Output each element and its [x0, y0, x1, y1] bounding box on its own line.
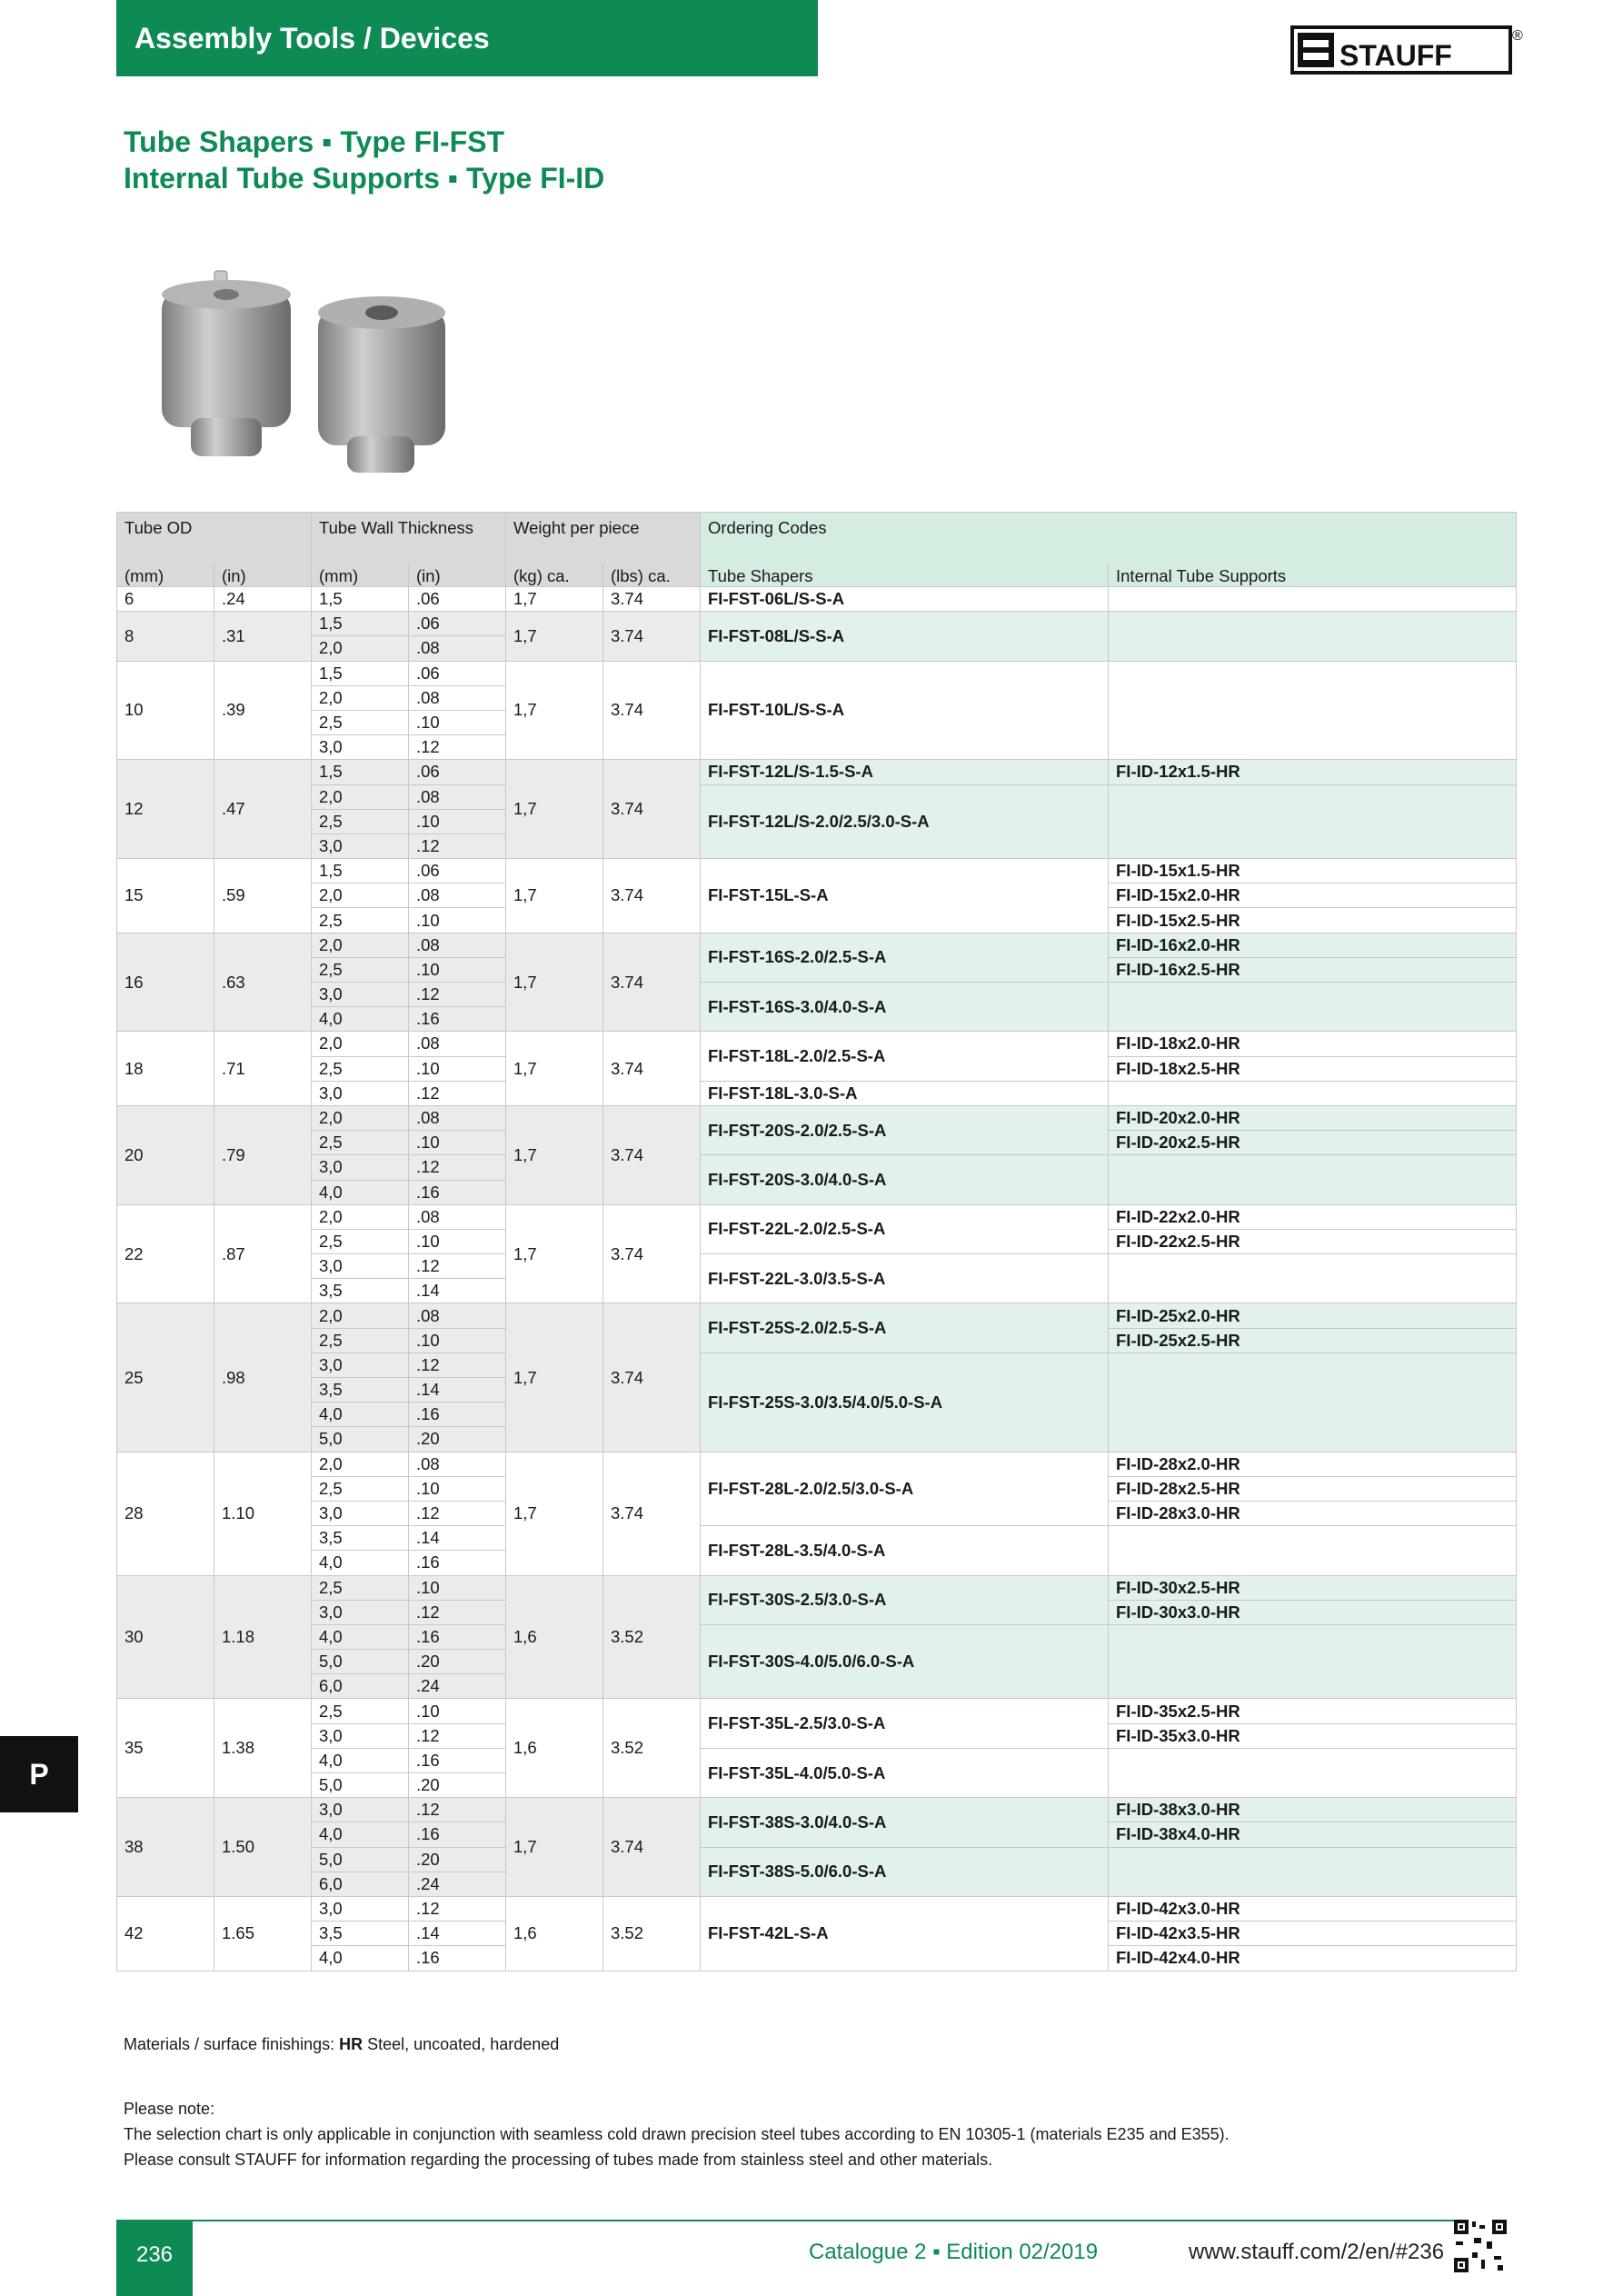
internal-support-code: FI-ID-25x2.5-HR — [1109, 1328, 1517, 1353]
subheader-wall-in: (in) — [409, 564, 506, 587]
weight-lbs: 3.74 — [603, 1204, 701, 1303]
wall-thickness-mm: 2,0 — [312, 883, 409, 908]
wall-thickness-mm: 1,5 — [312, 859, 409, 883]
wall-thickness-mm: 3,0 — [312, 1798, 409, 1822]
tube-od-mm: 42 — [117, 1896, 214, 1971]
wall-thickness-in: .24 — [409, 1674, 506, 1699]
footer-divider — [116, 2220, 1507, 2221]
wall-thickness-mm: 3,0 — [312, 1600, 409, 1624]
wall-thickness-mm: 3,0 — [312, 834, 409, 858]
table-row — [117, 933, 1517, 957]
tube-shaper-code: FI-FST-12L/S-2.0/2.5/3.0-S-A — [701, 784, 1109, 859]
weight-kg: 1,7 — [506, 859, 603, 933]
tube-shaper-code: FI-FST-20S-2.0/2.5-S-A — [701, 1105, 1109, 1154]
table-row — [117, 1155, 1517, 1180]
wall-thickness-in: .10 — [409, 1699, 506, 1723]
wall-thickness-mm: 3,0 — [312, 1081, 409, 1105]
wall-thickness-mm: 2,0 — [312, 784, 409, 809]
wall-thickness-in: .08 — [409, 1204, 506, 1229]
weight-kg: 1,7 — [506, 760, 603, 859]
wall-thickness-mm: 3,5 — [312, 1378, 409, 1403]
wall-thickness-in: .12 — [409, 1896, 506, 1921]
stauff-logo — [1290, 24, 1525, 80]
wall-thickness-in: .16 — [409, 1946, 506, 1971]
internal-support-code — [1109, 1624, 1517, 1699]
wall-thickness-mm: 3,0 — [312, 1501, 409, 1525]
tube-od-in: .24 — [214, 587, 312, 612]
wall-thickness-in: .06 — [409, 760, 506, 784]
wall-thickness-mm: 2,0 — [312, 1105, 409, 1130]
wall-thickness-mm: 1,5 — [312, 760, 409, 784]
weight-kg: 1,6 — [506, 1896, 603, 1971]
weight-kg: 1,7 — [506, 1798, 603, 1897]
tube-shaper-code: FI-FST-28L-3.5/4.0-S-A — [701, 1526, 1109, 1575]
tube-od-mm: 25 — [117, 1303, 214, 1452]
section-title: Assembly Tools / Devices — [134, 22, 490, 55]
weight-kg: 1,7 — [506, 1032, 603, 1106]
tube-od-in: .63 — [214, 933, 312, 1032]
wall-thickness-in: .06 — [409, 859, 506, 883]
wall-thickness-mm: 2,5 — [312, 1056, 409, 1081]
weight-kg: 1,6 — [506, 1699, 603, 1798]
wall-thickness-mm: 2,0 — [312, 1303, 409, 1328]
materials-text: Steel, uncoated, hardened — [363, 2035, 560, 2053]
wall-thickness-in: .08 — [409, 1105, 506, 1130]
table-row — [117, 1748, 1517, 1772]
weight-kg: 1,7 — [506, 933, 603, 1032]
internal-support-code: FI-ID-28x3.0-HR — [1109, 1501, 1517, 1525]
table-row — [117, 1303, 1517, 1328]
weight-kg: 1,6 — [506, 1575, 603, 1699]
tube-shaper-code: FI-FST-16S-3.0/4.0-S-A — [701, 983, 1109, 1032]
weight-lbs: 3.52 — [603, 1699, 701, 1798]
table-row — [117, 612, 1517, 636]
wall-thickness-in: .20 — [409, 1650, 506, 1674]
tube-od-in: 1.50 — [214, 1798, 312, 1897]
weight-lbs: 3.52 — [603, 1575, 701, 1699]
tube-od-in: 1.10 — [214, 1452, 312, 1575]
header-wall-thickness: Tube Wall Thickness — [312, 513, 506, 564]
wall-thickness-in: .14 — [409, 1378, 506, 1403]
wall-thickness-mm: 3,0 — [312, 1896, 409, 1921]
wall-thickness-in: .12 — [409, 983, 506, 1007]
wall-thickness-mm: 4,0 — [312, 1624, 409, 1649]
internal-support-code: FI-ID-30x3.0-HR — [1109, 1600, 1517, 1624]
wall-thickness-in: .20 — [409, 1427, 506, 1452]
tube-shaper-code: FI-FST-25S-3.0/3.5/4.0/5.0-S-A — [701, 1353, 1109, 1452]
materials-prefix: Materials / surface finishings: — [124, 2035, 340, 2053]
tube-od-mm: 8 — [117, 612, 214, 661]
table-row — [117, 1353, 1517, 1377]
wall-thickness-mm: 4,0 — [312, 1946, 409, 1971]
wall-thickness-in: .08 — [409, 636, 506, 661]
internal-support-code: FI-ID-25x2.0-HR — [1109, 1303, 1517, 1328]
wall-thickness-mm: 3,0 — [312, 1254, 409, 1279]
wall-thickness-in: .12 — [409, 735, 506, 760]
wall-thickness-mm: 2,0 — [312, 685, 409, 710]
subheader-wall-mm: (mm) — [312, 564, 409, 587]
catalogue-edition: Catalogue 2 ▪ Edition 02/2019 — [809, 2240, 1099, 2264]
tube-shaper-code: FI-FST-35L-4.0/5.0-S-A — [701, 1748, 1109, 1797]
title-tube-shapers: Tube Shapers ▪ Type FI-FST — [124, 125, 505, 158]
wall-thickness-in: .16 — [409, 1551, 506, 1575]
subheader-lbs: (lbs) ca. — [603, 564, 701, 587]
internal-support-code — [1109, 1155, 1517, 1204]
subheader-tube-shapers: Tube Shapers — [701, 564, 1109, 587]
table-row — [117, 1452, 1517, 1476]
wall-thickness-mm: 5,0 — [312, 1650, 409, 1674]
wall-thickness-in: .16 — [409, 1180, 506, 1204]
internal-support-code: FI-ID-42x4.0-HR — [1109, 1946, 1517, 1971]
wall-thickness-mm: 2,5 — [312, 957, 409, 982]
wall-thickness-mm: 2,5 — [312, 1575, 409, 1600]
weight-lbs: 3.74 — [603, 933, 701, 1032]
tube-shaper-code: FI-FST-28L-2.0/2.5/3.0-S-A — [701, 1452, 1109, 1526]
wall-thickness-mm: 2,5 — [312, 710, 409, 734]
table-row — [117, 1032, 1517, 1056]
wall-thickness-mm: 2,5 — [312, 1229, 409, 1253]
internal-support-code: FI-ID-38x3.0-HR — [1109, 1798, 1517, 1822]
table-row — [117, 661, 1517, 685]
wall-thickness-in: .16 — [409, 1624, 506, 1649]
internal-support-code — [1109, 661, 1517, 760]
table-row — [117, 1624, 1517, 1649]
subheader-kg: (kg) ca. — [506, 564, 603, 587]
internal-support-code: FI-ID-15x2.0-HR — [1109, 883, 1517, 908]
weight-lbs: 3.74 — [603, 661, 701, 760]
wall-thickness-in: .10 — [409, 908, 506, 933]
materials-note — [124, 2031, 559, 2057]
table-row — [117, 983, 1517, 1007]
wall-thickness-mm: 4,0 — [312, 1551, 409, 1575]
tube-od-in: .47 — [214, 760, 312, 859]
weight-kg: 1,7 — [506, 1105, 603, 1204]
internal-support-code: FI-ID-35x2.5-HR — [1109, 1699, 1517, 1723]
wall-thickness-mm: 5,0 — [312, 1847, 409, 1872]
table-row — [117, 1526, 1517, 1551]
weight-kg: 1,7 — [506, 661, 603, 760]
tube-od-mm: 15 — [117, 859, 214, 933]
wall-thickness-in: .06 — [409, 612, 506, 636]
tube-shaper-code: FI-FST-38S-3.0/4.0-S-A — [701, 1798, 1109, 1847]
weight-lbs: 3.74 — [603, 1303, 701, 1452]
tube-od-mm: 18 — [117, 1032, 214, 1106]
internal-support-code: FI-ID-42x3.5-HR — [1109, 1922, 1517, 1946]
wall-thickness-mm: 3,0 — [312, 1353, 409, 1377]
table-body — [117, 587, 1517, 1972]
header-ordering-codes: Ordering Codes — [701, 513, 1517, 564]
internal-support-code — [1109, 587, 1517, 612]
title-internal-supports: Internal Tube Supports ▪ Type FI-ID — [124, 162, 605, 195]
tube-od-in: .98 — [214, 1303, 312, 1452]
tube-shaper-code: FI-FST-10L/S-S-A — [701, 661, 1109, 760]
wall-thickness-in: .08 — [409, 685, 506, 710]
wall-thickness-in: .10 — [409, 1328, 506, 1353]
weight-kg: 1,7 — [506, 612, 603, 661]
table-row — [117, 1798, 1517, 1822]
wall-thickness-in: .10 — [409, 1476, 506, 1501]
wall-thickness-in: .16 — [409, 1007, 506, 1032]
registered-mark: ® — [1512, 28, 1523, 44]
internal-support-code — [1109, 1254, 1517, 1303]
wall-thickness-in: .20 — [409, 1773, 506, 1798]
internal-support-code — [1109, 612, 1517, 661]
wall-thickness-in: .10 — [409, 1056, 506, 1081]
wall-thickness-mm: 4,0 — [312, 1748, 409, 1772]
wall-thickness-in: .12 — [409, 1353, 506, 1377]
wall-thickness-in: .12 — [409, 1798, 506, 1822]
wall-thickness-in: .12 — [409, 1723, 506, 1748]
wall-thickness-in: .08 — [409, 1032, 506, 1056]
tube-shaper-code: FI-FST-42L-S-A — [701, 1896, 1109, 1971]
internal-support-code: FI-ID-42x3.0-HR — [1109, 1896, 1517, 1921]
internal-support-code: FI-ID-16x2.0-HR — [1109, 933, 1517, 957]
tube-od-in: .59 — [214, 859, 312, 933]
weight-kg: 1,7 — [506, 587, 603, 612]
wall-thickness-mm: 2,0 — [312, 1204, 409, 1229]
internal-support-code: FI-ID-22x2.0-HR — [1109, 1204, 1517, 1229]
tube-shaper-code: FI-FST-16S-2.0/2.5-S-A — [701, 933, 1109, 982]
subheader-od-mm: (mm) — [117, 564, 214, 587]
table-row — [117, 784, 1517, 809]
wall-thickness-in: .12 — [409, 1254, 506, 1279]
internal-support-code — [1109, 1748, 1517, 1797]
wall-thickness-in: .16 — [409, 1748, 506, 1772]
internal-support-code: FI-ID-18x2.5-HR — [1109, 1056, 1517, 1081]
wall-thickness-mm: 1,5 — [312, 661, 409, 685]
wall-thickness-mm: 3,0 — [312, 1723, 409, 1748]
wall-thickness-mm: 1,5 — [312, 612, 409, 636]
section-header — [116, 0, 818, 76]
footer-url[interactable]: www.stauff.com/2/en/#236 — [1189, 2240, 1445, 2264]
wall-thickness-in: .24 — [409, 1872, 506, 1896]
wall-thickness-in: .14 — [409, 1922, 506, 1946]
wall-thickness-mm: 3,0 — [312, 1155, 409, 1180]
tube-od-in: .79 — [214, 1105, 312, 1204]
tube-od-mm: 22 — [117, 1204, 214, 1303]
wall-thickness-mm: 2,0 — [312, 636, 409, 661]
internal-support-code — [1109, 1353, 1517, 1452]
wall-thickness-mm: 3,0 — [312, 983, 409, 1007]
materials-code: HR — [339, 2035, 363, 2053]
weight-kg: 1,7 — [506, 1204, 603, 1303]
table-row — [117, 1081, 1517, 1105]
wall-thickness-mm: 6,0 — [312, 1674, 409, 1699]
table-row — [117, 1699, 1517, 1723]
weight-lbs: 3.74 — [603, 587, 701, 612]
product-photo — [154, 264, 454, 482]
weight-lbs: 3.74 — [603, 1798, 701, 1897]
tube-od-mm: 28 — [117, 1452, 214, 1575]
internal-support-code — [1109, 1847, 1517, 1896]
tube-shaper-code: FI-FST-22L-2.0/2.5-S-A — [701, 1204, 1109, 1253]
wall-thickness-mm: 2,5 — [312, 1328, 409, 1353]
internal-support-code: FI-ID-22x2.5-HR — [1109, 1229, 1517, 1253]
internal-support-code — [1109, 784, 1517, 859]
internal-support-code: FI-ID-28x2.0-HR — [1109, 1452, 1517, 1476]
tube-shaper-code: FI-FST-08L/S-S-A — [701, 612, 1109, 661]
wall-thickness-in: .08 — [409, 933, 506, 957]
wall-thickness-in: .10 — [409, 1575, 506, 1600]
internal-support-code: FI-ID-20x2.0-HR — [1109, 1105, 1517, 1130]
tube-shaper-code: FI-FST-20S-3.0/4.0-S-A — [701, 1155, 1109, 1204]
wall-thickness-mm: 3,0 — [312, 735, 409, 760]
tube-od-in: 1.38 — [214, 1699, 312, 1798]
tube-od-in: .71 — [214, 1032, 312, 1106]
wall-thickness-mm: 2,0 — [312, 933, 409, 957]
table-row — [117, 1204, 1517, 1229]
subheader-od-in: (in) — [214, 564, 312, 587]
weight-lbs: 3.74 — [603, 1105, 701, 1204]
weight-lbs: 3.74 — [603, 612, 701, 661]
wall-thickness-mm: 1,5 — [312, 587, 409, 612]
tube-od-mm: 12 — [117, 760, 214, 859]
tube-shaper-code: FI-FST-06L/S-S-A — [701, 587, 1109, 612]
wall-thickness-mm: 2,5 — [312, 1131, 409, 1155]
tube-shaper-code: FI-FST-12L/S-1.5-S-A — [701, 760, 1109, 784]
wall-thickness-mm: 2,0 — [312, 1032, 409, 1056]
internal-support-code — [1109, 1081, 1517, 1105]
tube-shaper-code: FI-FST-30S-2.5/3.0-S-A — [701, 1575, 1109, 1624]
wall-thickness-in: .10 — [409, 710, 506, 734]
table-row — [117, 1847, 1517, 1872]
wall-thickness-in: .08 — [409, 784, 506, 809]
please-note-heading: Please note: — [124, 2100, 215, 2118]
internal-support-code: FI-ID-15x1.5-HR — [1109, 859, 1517, 883]
tube-od-in: 1.65 — [214, 1896, 312, 1971]
internal-support-code — [1109, 983, 1517, 1032]
subheader-internal-supports: Internal Tube Supports — [1109, 564, 1517, 587]
wall-thickness-mm: 4,0 — [312, 1007, 409, 1032]
wall-thickness-in: .10 — [409, 1229, 506, 1253]
tube-od-in: 1.18 — [214, 1575, 312, 1699]
internal-support-code: FI-ID-35x3.0-HR — [1109, 1723, 1517, 1748]
tube-od-mm: 35 — [117, 1699, 214, 1798]
wall-thickness-in: .16 — [409, 1822, 506, 1847]
weight-lbs: 3.74 — [603, 760, 701, 859]
header-tube-od: Tube OD — [117, 513, 312, 564]
wall-thickness-mm: 3,5 — [312, 1279, 409, 1303]
wall-thickness-mm: 5,0 — [312, 1427, 409, 1452]
table-row — [117, 1896, 1517, 1921]
tube-od-in: .87 — [214, 1204, 312, 1303]
wall-thickness-mm: 4,0 — [312, 1403, 409, 1427]
wall-thickness-mm: 2,5 — [312, 1699, 409, 1723]
tube-od-mm: 30 — [117, 1575, 214, 1699]
wall-thickness-in: .12 — [409, 1600, 506, 1624]
wall-thickness-in: .06 — [409, 587, 506, 612]
tube-shaper-code: FI-FST-25S-2.0/2.5-S-A — [701, 1303, 1109, 1353]
page-number: 236 — [116, 2220, 193, 2296]
tube-od-in: .31 — [214, 612, 312, 661]
table-row — [117, 1105, 1517, 1130]
weight-lbs: 3.74 — [603, 859, 701, 933]
selection-table — [116, 512, 1517, 1972]
wall-thickness-mm: 2,5 — [312, 908, 409, 933]
wall-thickness-mm: 6,0 — [312, 1872, 409, 1896]
internal-support-code: FI-ID-38x4.0-HR — [1109, 1822, 1517, 1847]
wall-thickness-in: .20 — [409, 1847, 506, 1872]
tube-od-mm: 16 — [117, 933, 214, 1032]
wall-thickness-in: .12 — [409, 834, 506, 858]
wall-thickness-mm: 2,5 — [312, 809, 409, 834]
table-row — [117, 859, 1517, 883]
header-weight: Weight per piece — [506, 513, 701, 564]
note-line-1: The selection chart is only applicable in conjunction with seamless cold drawn precision steel tubes according to EN 10305-1 (materials E235 and E355). — [124, 2125, 1230, 2143]
tube-shaper-code: FI-FST-38S-5.0/6.0-S-A — [701, 1847, 1109, 1896]
wall-thickness-in: .08 — [409, 1303, 506, 1328]
table-row — [117, 760, 1517, 784]
tube-od-mm: 38 — [117, 1798, 214, 1897]
tube-od-in: .39 — [214, 661, 312, 760]
tube-shaper-code: FI-FST-30S-4.0/5.0/6.0-S-A — [701, 1624, 1109, 1699]
wall-thickness-in: .12 — [409, 1155, 506, 1180]
tube-shaper-code: FI-FST-18L-3.0-S-A — [701, 1081, 1109, 1105]
tube-shaper-code: FI-FST-18L-2.0/2.5-S-A — [701, 1032, 1109, 1081]
wall-thickness-in: .06 — [409, 661, 506, 685]
internal-support-code: FI-ID-20x2.5-HR — [1109, 1131, 1517, 1155]
internal-support-code: FI-ID-12x1.5-HR — [1109, 760, 1517, 784]
wall-thickness-mm: 4,0 — [312, 1180, 409, 1204]
wall-thickness-in: .08 — [409, 1452, 506, 1476]
wall-thickness-in: .14 — [409, 1279, 506, 1303]
wall-thickness-in: .10 — [409, 1131, 506, 1155]
section-tab-p[interactable]: P — [0, 1736, 78, 1812]
table-row — [117, 1575, 1517, 1600]
note-line-2: Please consult STAUFF for information regarding the processing of tubes made from stainless steel and other materials. — [124, 2151, 993, 2169]
wall-thickness-in: .12 — [409, 1501, 506, 1525]
wall-thickness-in: .08 — [409, 883, 506, 908]
weight-kg: 1,7 — [506, 1303, 603, 1452]
wall-thickness-in: .10 — [409, 957, 506, 982]
weight-kg: 1,7 — [506, 1452, 603, 1575]
table-row — [117, 587, 1517, 612]
wall-thickness-in: .12 — [409, 1081, 506, 1105]
wall-thickness-mm: 3,5 — [312, 1922, 409, 1946]
internal-support-code: FI-ID-16x2.5-HR — [1109, 957, 1517, 982]
wall-thickness-mm: 4,0 — [312, 1822, 409, 1847]
internal-support-code: FI-ID-30x2.5-HR — [1109, 1575, 1517, 1600]
wall-thickness-mm: 5,0 — [312, 1773, 409, 1798]
qr-code-icon — [1454, 2220, 1507, 2272]
internal-support-code: FI-ID-15x2.5-HR — [1109, 908, 1517, 933]
tube-od-mm: 20 — [117, 1105, 214, 1204]
internal-support-code: FI-ID-28x2.5-HR — [1109, 1476, 1517, 1501]
wall-thickness-mm: 2,5 — [312, 1476, 409, 1501]
tube-shaper-code: FI-FST-22L-3.0/3.5-S-A — [701, 1254, 1109, 1303]
internal-support-code: FI-ID-18x2.0-HR — [1109, 1032, 1517, 1056]
weight-lbs: 3.52 — [603, 1896, 701, 1971]
tube-shaper-code: FI-FST-35L-2.5/3.0-S-A — [701, 1699, 1109, 1748]
tube-od-mm: 6 — [117, 587, 214, 612]
tube-od-mm: 10 — [117, 661, 214, 760]
wall-thickness-in: .14 — [409, 1526, 506, 1551]
weight-lbs: 3.74 — [603, 1032, 701, 1106]
weight-lbs: 3.74 — [603, 1452, 701, 1575]
wall-thickness-mm: 3,5 — [312, 1526, 409, 1551]
table-row — [117, 1254, 1517, 1279]
tube-shaper-code: FI-FST-15L-S-A — [701, 859, 1109, 933]
brand-text: STAUFF — [1339, 39, 1452, 72]
wall-thickness-mm: 2,0 — [312, 1452, 409, 1476]
internal-support-code — [1109, 1526, 1517, 1575]
wall-thickness-in: .16 — [409, 1403, 506, 1427]
wall-thickness-in: .10 — [409, 809, 506, 834]
